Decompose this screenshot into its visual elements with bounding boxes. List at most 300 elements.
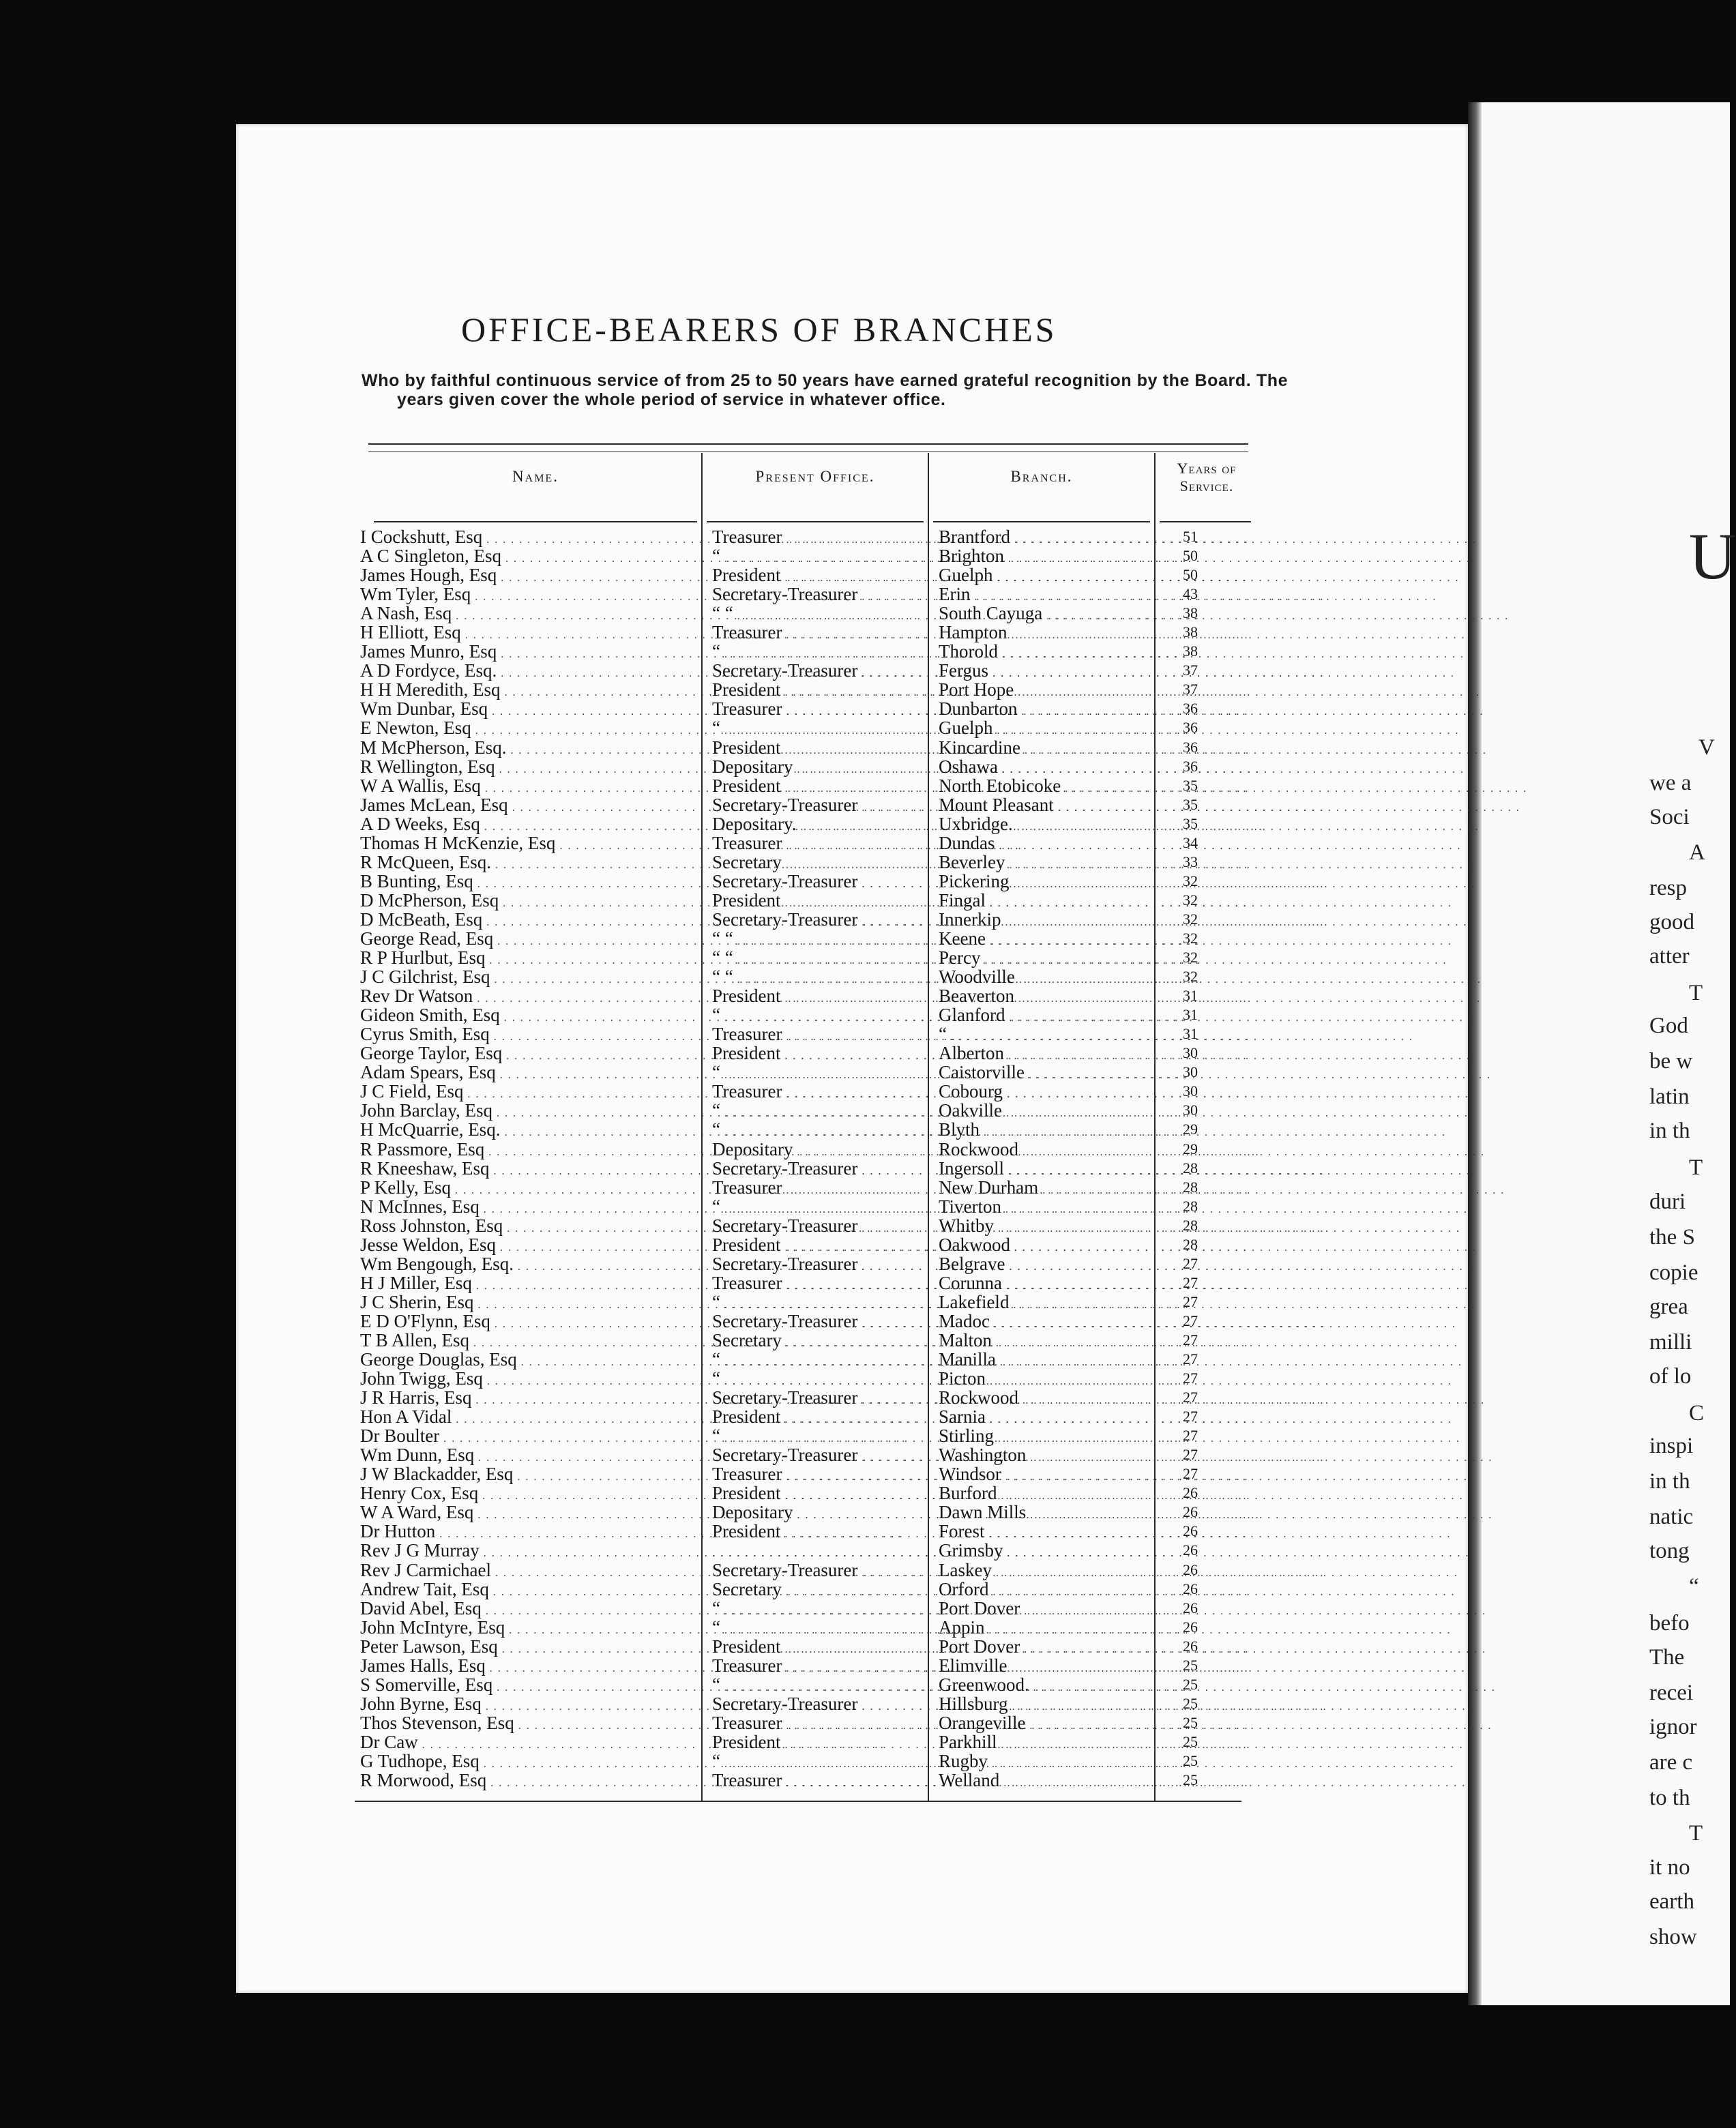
cell-name: W A Wallis, Esq . . . [360, 776, 697, 799]
cell-branch: Cobourg . . . [939, 1082, 1156, 1104]
cell-name: Adam Spears, Esq . . . [360, 1063, 697, 1085]
cell-branch: Hampton . . . [939, 623, 1156, 645]
cell-branch: Windsor . . . [939, 1464, 1156, 1487]
cell-name: T B Allen, Esq . . . [360, 1331, 697, 1353]
right-page-fragment: inspi [1649, 1434, 1694, 1458]
cell-years: 36 [1183, 738, 1198, 756]
cell-branch: Mount Pleasant . . . [939, 795, 1156, 818]
cell-name: James Halls, Esq . . . [360, 1656, 697, 1679]
cell-branch: Lakefield . . . [939, 1292, 1156, 1315]
cell-office: President . . . [712, 1407, 928, 1430]
header-rule-name [374, 521, 697, 522]
cell-office: Treasurer . . . [712, 1273, 928, 1296]
right-page-fragment: Soci [1649, 805, 1690, 829]
cell-office: “ “ . . . [712, 948, 928, 971]
cell-office: “ . . . [712, 642, 928, 664]
cell-name: R McQueen, Esq. . . . [360, 853, 697, 875]
cell-years: 38 [1183, 623, 1198, 641]
table-row [360, 1522, 1261, 1541]
cell-office: “ “ . . . [712, 604, 928, 626]
cell-years: 32 [1183, 891, 1198, 908]
table-row [360, 585, 1261, 604]
cell-years: 28 [1183, 1216, 1198, 1234]
cell-years: 26 [1183, 1637, 1198, 1655]
right-page-fragment: resp [1649, 876, 1687, 900]
cell-office: President . . . [712, 738, 928, 760]
table-row [360, 795, 1261, 814]
table-row [360, 1483, 1261, 1503]
cell-branch: Brighton . . . [939, 546, 1156, 569]
cell-years: 26 [1183, 1599, 1198, 1616]
cell-branch: Thorold . . . [939, 642, 1156, 664]
cell-office: “ . . . [712, 1599, 928, 1621]
right-page-fragment: of lo [1649, 1364, 1692, 1389]
right-page-fragment: earth [1649, 1889, 1694, 1914]
cell-years: 51 [1183, 528, 1198, 545]
cell-years: 37 [1183, 681, 1198, 698]
cell-years: 30 [1183, 1063, 1198, 1081]
right-page-fragment: show [1649, 1925, 1697, 1949]
table-row [360, 680, 1261, 699]
cell-office: President . . . [712, 1522, 928, 1544]
cell-name: A D Weeks, Esq . . . [360, 814, 697, 837]
cell-name: Wm Tyler, Esq . . . [360, 585, 697, 607]
cell-branch: Pickering . . . [939, 872, 1156, 894]
cell-office: Secretary-Treasurer . . . [712, 1216, 928, 1239]
cell-branch: Guelph . . . [939, 565, 1156, 588]
cell-office: Treasurer . . . [712, 833, 928, 856]
right-page-fragment: T [1689, 981, 1703, 1005]
table-row [360, 814, 1261, 833]
cell-office: Treasurer . . . [712, 1024, 928, 1047]
table-row [360, 1120, 1261, 1139]
cell-branch: Corunna . . . [939, 1273, 1156, 1296]
table-row [360, 604, 1261, 623]
cell-branch: Picton . . . [939, 1369, 1156, 1391]
column-header-years-line2: Service. [1179, 477, 1234, 494]
cell-office: President . . . [712, 1235, 928, 1258]
table-row [360, 1541, 1261, 1560]
table-row [360, 1082, 1261, 1101]
cell-branch: Rugby . . . [939, 1752, 1156, 1774]
cell-years: 26 [1183, 1484, 1198, 1502]
cell-branch: New Durham . . . [939, 1178, 1156, 1200]
cell-years: 30 [1183, 1102, 1198, 1119]
page-subtitle: Who by faithful continuous service of from 25 to 50 years have earned grateful recognition by the Board. The years given cover the whole period of service in whatever office. [362, 371, 1289, 409]
right-page-fragment: T [1689, 1821, 1703, 1846]
page-title: OFFICE-BEARERS OF BRANCHES [461, 310, 1057, 349]
cell-years: 50 [1183, 566, 1198, 584]
right-page-fragment: recei [1649, 1681, 1694, 1705]
table-row [360, 1024, 1261, 1044]
cell-years: 27 [1183, 1254, 1198, 1272]
table-row [360, 1732, 1261, 1752]
cell-office: “ . . . [712, 1005, 928, 1028]
cell-name: George Douglas, Esq . . . [360, 1350, 697, 1372]
cell-office: Treasurer . . . [712, 1771, 928, 1793]
cell-name: Andrew Tait, Esq . . . [360, 1580, 697, 1602]
cell-branch: Whitby . . . [939, 1216, 1156, 1239]
right-page-fragment: the S [1649, 1225, 1695, 1250]
cell-branch: “ . . . [939, 1024, 1156, 1047]
table-row [360, 738, 1261, 757]
cell-years: 27 [1183, 1292, 1198, 1310]
cell-name: H Elliott, Esq . . . [360, 623, 697, 645]
cell-years: 27 [1183, 1273, 1198, 1291]
column-header-name: Name. [512, 468, 559, 485]
table-row [360, 948, 1261, 967]
cell-branch: Oakville . . . [939, 1101, 1156, 1123]
table-row [360, 1388, 1261, 1407]
table-row [360, 546, 1261, 565]
table-row [360, 1140, 1261, 1159]
cell-name: N McInnes, Esq . . . [360, 1197, 697, 1220]
right-page-fragment: to th [1649, 1786, 1690, 1810]
cell-branch: Brantford . . . [939, 527, 1156, 550]
cell-years: 30 [1183, 1082, 1198, 1100]
cell-branch: Stirling . . . [939, 1426, 1156, 1449]
cell-name: J R Harris, Esq . . . [360, 1388, 697, 1410]
cell-branch: Appin . . . [939, 1618, 1156, 1640]
cell-name: Ross Johnston, Esq . . . [360, 1216, 697, 1239]
cell-years: 27 [1183, 1389, 1198, 1406]
cell-name: R Wellington, Esq . . . [360, 757, 697, 780]
right-page-fragment: God [1649, 1014, 1688, 1038]
table-row [360, 1503, 1261, 1522]
table-row [360, 1044, 1261, 1063]
cell-branch: Burford . . . [939, 1483, 1156, 1506]
cell-name: Hon A Vidal . . . [360, 1407, 697, 1430]
cell-name: Gideon Smith, Esq . . . [360, 1005, 697, 1028]
table-row [360, 1331, 1261, 1350]
cell-name: J C Field, Esq . . . [360, 1082, 697, 1104]
cell-office: “ . . . [712, 1752, 928, 1774]
right-page-fragment: “ [1689, 1574, 1699, 1599]
cell-name: Dr Boulter . . . [360, 1426, 697, 1449]
cell-years: 25 [1183, 1732, 1198, 1750]
cell-branch: Manilla . . . [939, 1350, 1156, 1372]
table-row [360, 1656, 1261, 1675]
column-header-office: Present Office. [755, 468, 875, 485]
cell-office: Secretary-Treasurer . . . [712, 910, 928, 932]
table-row [360, 1369, 1261, 1388]
cell-name: W A Ward, Esq . . . [360, 1503, 697, 1525]
table-row [360, 1005, 1261, 1024]
cell-name: R P Hurlbut, Esq . . . [360, 948, 697, 971]
right-page-fragment: in th [1649, 1469, 1690, 1494]
right-page-fragment: good [1649, 910, 1694, 934]
cell-office: President . . . [712, 776, 928, 799]
table-row [360, 776, 1261, 795]
cell-years: 35 [1183, 814, 1198, 832]
cell-office: “ . . . [712, 1292, 928, 1315]
cell-name: Rev J Carmichael . . . [360, 1561, 697, 1583]
cell-office: “ . . . [712, 1618, 928, 1640]
cell-years: 26 [1183, 1618, 1198, 1636]
table-row [360, 853, 1261, 872]
cell-years: 28 [1183, 1197, 1198, 1215]
cell-branch: Rockwood . . . [939, 1388, 1156, 1410]
cell-branch: Oakwood . . . [939, 1235, 1156, 1258]
table-row [360, 1561, 1261, 1580]
right-page-fragment: milli [1649, 1330, 1692, 1355]
cell-name: Cyrus Smith, Esq . . . [360, 1024, 697, 1047]
cell-office: President . . . [712, 986, 928, 1009]
column-header-years-line1: Years of [1177, 460, 1237, 477]
cell-name: Thos Stevenson, Esq . . . [360, 1713, 697, 1736]
cell-name: G Tudhope, Esq . . . [360, 1752, 697, 1774]
cell-name: Wm Dunn, Esq . . . [360, 1445, 697, 1468]
right-page-fragment: atter [1649, 944, 1690, 969]
cell-office: Secretary . . . [712, 853, 928, 875]
right-page-fragment: are c [1649, 1750, 1693, 1775]
cell-name: James McLean, Esq . . . [360, 795, 697, 818]
cell-years: 34 [1183, 833, 1198, 851]
cell-branch: Percy . . . [939, 948, 1156, 971]
cell-name: John McIntyre, Esq . . . [360, 1618, 697, 1640]
cell-years: 36 [1183, 700, 1198, 718]
header-rule-office [707, 521, 924, 522]
cell-branch: Washington . . . [939, 1445, 1156, 1468]
cell-name: B Bunting, Esq . . . [360, 872, 697, 894]
cell-office: Secretary-Treasurer . . . [712, 1312, 928, 1334]
table-row [360, 1312, 1261, 1331]
cell-years: 31 [1183, 987, 1198, 1005]
table-row [360, 967, 1261, 986]
cell-name: George Taylor, Esq . . . [360, 1044, 697, 1066]
table-row [360, 1464, 1261, 1483]
cell-branch: Ingersoll . . . [939, 1159, 1156, 1181]
table-row [360, 1101, 1261, 1120]
cell-years: 30 [1183, 1044, 1198, 1062]
cell-office: “ . . . [712, 1120, 928, 1142]
cell-branch: Parkhill . . . [939, 1732, 1156, 1755]
cell-office: Secretary-Treasurer . . . [712, 872, 928, 894]
cell-name: M McPherson, Esq. . . . [360, 738, 697, 760]
table-row [360, 1637, 1261, 1656]
cell-office: President . . . [712, 1637, 928, 1659]
cell-name: R Kneeshaw, Esq . . . [360, 1159, 697, 1181]
table-row [360, 1713, 1261, 1732]
cell-name: James Hough, Esq . . . [360, 565, 697, 588]
cell-branch: Fingal . . . [939, 891, 1156, 913]
cell-branch: Port Dover . . . [939, 1599, 1156, 1621]
table-row [360, 833, 1261, 853]
cell-office: Depositary . . . [712, 1503, 928, 1525]
cell-years: 27 [1183, 1312, 1198, 1329]
table-row [360, 872, 1261, 891]
cell-years: 26 [1183, 1503, 1198, 1521]
cell-office: Secretary-Treasurer . . . [712, 1445, 928, 1468]
table-row [360, 1273, 1261, 1292]
right-page-fragment: in th [1649, 1119, 1690, 1143]
cell-office: President . . . [712, 1044, 928, 1066]
cell-office: President . . . [712, 1732, 928, 1755]
cell-years: 26 [1183, 1522, 1198, 1540]
cell-name: Wm Dunbar, Esq . . . [360, 699, 697, 722]
table-row [360, 1752, 1261, 1771]
right-page-fragment: tong [1649, 1539, 1690, 1563]
cell-years: 25 [1183, 1656, 1198, 1674]
cell-office: Secretary-Treasurer . . . [712, 1694, 928, 1717]
cell-years: 43 [1183, 585, 1198, 603]
cell-branch: Fergus . . . [939, 661, 1156, 683]
cell-years: 25 [1183, 1694, 1198, 1712]
table-row [360, 1235, 1261, 1254]
cell-branch: Hillsburg . . . [939, 1694, 1156, 1717]
cell-years: 27 [1183, 1446, 1198, 1464]
right-page-fragment: it no [1649, 1855, 1690, 1880]
cell-name: Wm Bengough, Esq. . . . [360, 1254, 697, 1277]
table-row [360, 1159, 1261, 1178]
table-row [360, 1350, 1261, 1369]
cell-years: 27 [1183, 1331, 1198, 1348]
cell-office: Treasurer . . . [712, 1178, 928, 1200]
cell-branch: Elimville . . . [939, 1656, 1156, 1679]
table-row [360, 1618, 1261, 1637]
header-rule-years [1160, 521, 1251, 522]
table-row [360, 699, 1261, 718]
cell-name: H H Meredith, Esq . . . [360, 680, 697, 703]
cell-branch: Port Hope . . . [939, 680, 1156, 703]
right-page-fragment: latin [1649, 1084, 1690, 1109]
table-row [360, 1599, 1261, 1618]
cell-years: 35 [1183, 795, 1198, 813]
table-row [360, 1445, 1261, 1464]
right-page-fragment: ignor [1649, 1715, 1697, 1739]
cell-office: Secretary-Treasurer . . . [712, 1561, 928, 1583]
table-row [360, 1178, 1261, 1197]
cell-office: Treasurer . . . [712, 1464, 928, 1487]
right-page-fragment: natic [1649, 1505, 1694, 1529]
cell-name: H McQuarrie, Esq. . . . [360, 1120, 697, 1142]
cell-years: 26 [1183, 1561, 1198, 1578]
cell-office: Secretary-Treasurer . . . [712, 585, 928, 607]
table-row [360, 891, 1261, 910]
cell-office: Treasurer . . . [712, 623, 928, 645]
bottom-rule [355, 1801, 1241, 1802]
cell-branch: Port Dover . . . [939, 1637, 1156, 1659]
cell-name: Rev Dr Watson . . . [360, 986, 697, 1009]
cell-branch: Dawn Mills . . . [939, 1503, 1156, 1525]
cell-office: Treasurer . . . [712, 527, 928, 550]
cell-office: President . . . [712, 680, 928, 703]
cell-branch: Welland . . . [939, 1771, 1156, 1793]
cell-name: E D O'Flynn, Esq . . . [360, 1312, 697, 1334]
table-row [360, 1426, 1261, 1445]
cell-name: George Read, Esq . . . [360, 929, 697, 951]
cell-name: John Byrne, Esq . . . [360, 1694, 697, 1717]
cell-office: Secretary . . . [712, 1331, 928, 1353]
cell-years: 32 [1183, 872, 1198, 889]
cell-name: Thomas H McKenzie, Esq . . . [360, 833, 697, 856]
right-page-fragment: grea [1649, 1295, 1688, 1319]
cell-years: 27 [1183, 1408, 1198, 1425]
cell-name: H J Miller, Esq . . . [360, 1273, 697, 1296]
cell-office: “ . . . [712, 1101, 928, 1123]
table-row [360, 661, 1261, 680]
cell-branch: North Etobicoke . . . [939, 776, 1156, 799]
cell-office: “ “ . . . [712, 967, 928, 990]
table-row [360, 718, 1261, 737]
cell-name: R Passmore, Esq . . . [360, 1140, 697, 1162]
cell-branch: Beverley . . . [939, 853, 1156, 875]
cell-branch: Belgrave . . . [939, 1254, 1156, 1277]
cell-years: 25 [1183, 1752, 1198, 1769]
cell-years: 32 [1183, 929, 1198, 947]
cell-name: J W Blackadder, Esq . . . [360, 1464, 697, 1487]
right-page-fragment: copie [1649, 1260, 1698, 1285]
cell-name: S Somerville, Esq . . . [360, 1675, 697, 1698]
table-row [360, 1675, 1261, 1694]
cell-branch: Greenwood. . . . [939, 1675, 1156, 1698]
cell-office: “ . . . [712, 1350, 928, 1372]
table-row [360, 986, 1261, 1005]
cell-branch: Rockwood . . . [939, 1140, 1156, 1162]
cell-office: Secretary-Treasurer . . . [712, 795, 928, 818]
cell-branch: Orford . . . [939, 1580, 1156, 1602]
cell-name: A D Fordyce, Esq. . . . [360, 661, 697, 683]
cell-office: Depositary . . . [712, 1140, 928, 1162]
cell-office: Secretary-Treasurer . . . [712, 661, 928, 683]
cell-name: Jesse Weldon, Esq . . . [360, 1235, 697, 1258]
cell-years: 28 [1183, 1235, 1198, 1253]
table-row [360, 1216, 1261, 1235]
right-page-fragment: we a [1649, 771, 1692, 795]
cell-office: Secretary . . . [712, 1580, 928, 1602]
cell-office: Secretary-Treasurer . . . [712, 1254, 928, 1277]
cell-branch: Forest . . . [939, 1522, 1156, 1544]
cell-years: 38 [1183, 642, 1198, 660]
cell-name: A Nash, Esq . . . [360, 604, 697, 626]
cell-years: 50 [1183, 547, 1198, 565]
cell-name: David Abel, Esq . . . [360, 1599, 697, 1621]
cell-branch: Orangeville . . . [939, 1713, 1156, 1736]
table-row [360, 1063, 1261, 1082]
cell-office: “ . . . [712, 718, 928, 741]
cell-years: 29 [1183, 1121, 1198, 1138]
cell-years: 32 [1183, 968, 1198, 986]
cell-branch: Alberton . . . [939, 1044, 1156, 1066]
cell-branch: Caistorville . . . [939, 1063, 1156, 1085]
cell-years: 31 [1183, 1025, 1198, 1043]
cell-office: “ . . . [712, 1369, 928, 1391]
cell-years: 25 [1183, 1771, 1198, 1789]
cell-name: Dr Caw . . . [360, 1732, 697, 1755]
cell-years: 29 [1183, 1140, 1198, 1157]
cell-branch: Oshawa . . . [939, 757, 1156, 780]
cell-branch: Guelph . . . [939, 718, 1156, 741]
cell-years: 27 [1183, 1370, 1198, 1387]
cell-branch: Uxbridge. . . . [939, 814, 1156, 837]
cell-branch: Dundas . . . [939, 833, 1156, 856]
cell-years: 26 [1183, 1541, 1198, 1559]
cell-office: “ . . . [712, 546, 928, 569]
right-page-fragment: duri [1649, 1189, 1686, 1214]
cell-branch: Keene . . . [939, 929, 1156, 951]
cell-office: “ . . . [712, 1197, 928, 1220]
cell-name: Dr Hutton . . . [360, 1522, 697, 1544]
cell-name: I Cockshutt, Esq . . . [360, 527, 697, 550]
cell-branch: Blyth . . . [939, 1120, 1156, 1142]
table-row [360, 642, 1261, 661]
cell-years: 38 [1183, 604, 1198, 622]
cell-office: Secretary-Treasurer . . . [712, 1159, 928, 1181]
cell-office: President . . . [712, 891, 928, 913]
top-rule [368, 443, 1248, 445]
cell-branch: Beaverton . . . [939, 986, 1156, 1009]
office-bearers-table [360, 527, 1261, 1790]
